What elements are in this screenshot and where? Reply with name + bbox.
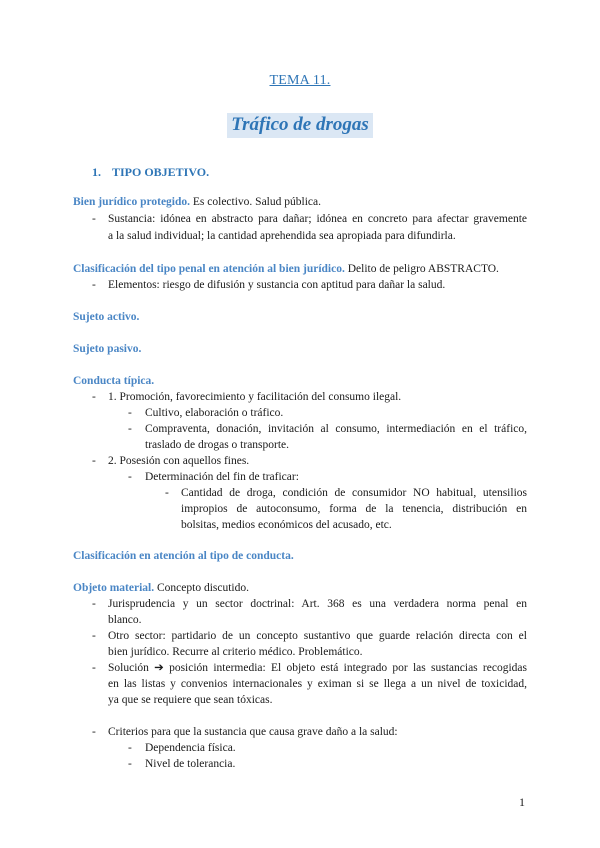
bullet-dash: - [128, 758, 132, 770]
bullet-dash: - [128, 407, 132, 419]
conducta-item1-b-line1: Compraventa, donación, invitación al consumo, intermediación en el tráfico, [145, 423, 527, 435]
bullet-dash: - [128, 423, 132, 435]
section-label: TIPO OBJETIVO. [112, 165, 210, 179]
objeto-b2-line2: bien jurídico. Recurre al criterio médico. Problemático. [108, 646, 363, 658]
clasificacion-conducta-heading: Clasificación en atención al tipo de conducta. [73, 550, 294, 562]
bullet-dash: - [92, 662, 96, 674]
objeto-b1-line2: blanco. [108, 614, 142, 626]
objeto-b4: Criterios para que la sustancia que causa grave daño a la salud: [108, 726, 398, 738]
document-title: TEMA 11. [269, 73, 331, 88]
bien-bullet-line1: Sustancia: idónea en abstracto para dañar; idónea en concreto para afectar gravemente [108, 213, 527, 225]
document-subtitle: Tráfico de drogas [227, 113, 373, 138]
objeto-text: Concepto discutido. [154, 582, 249, 594]
bullet-dash: - [92, 279, 96, 291]
objeto-b1-line1: Jurisprudencia y un sector doctrinal: Art. 368 es una verdadera norma penal en [108, 598, 527, 610]
bullet-dash: - [128, 742, 132, 754]
bullet-dash: - [92, 455, 96, 467]
conducta-item1-a: Cultivo, elaboración o tráfico. [145, 407, 284, 419]
clasificacion-line [73, 261, 499, 277]
clasificacion-bullet: Elementos: riesgo de difusión y sustancia con aptitud para dañar la salud. [108, 279, 446, 291]
sujeto-pasivo-heading: Sujeto pasivo. [73, 343, 142, 355]
bullet-dash: - [92, 213, 96, 225]
objeto-b3-line3: ya que se requiere que sean tóxicas. [108, 694, 273, 706]
conducta-heading: Conducta típica. [73, 375, 155, 387]
bullet-dash: - [92, 726, 96, 738]
conducta-item2-a: Determinación del fin de traficar: [145, 471, 299, 483]
bien-juridico-text: Es colectivo. Salud pública. [190, 196, 321, 208]
conducta-item2-a-i-line1: Cantidad de droga, condición de consumidor NO habitual, utensilios [181, 487, 527, 499]
section-heading [92, 165, 209, 180]
bien-juridico-line [73, 194, 321, 210]
objeto-b3-line1: Solución ➔ posición intermedia: El objeto está integrado por las sustancias recogidas [108, 662, 527, 674]
conducta-item2-a-i-line3: bolsitas, medios económicos del acusado, etc. [181, 519, 392, 531]
bullet-dash: - [128, 471, 132, 483]
bien-juridico-heading: Bien jurídico protegido. [73, 196, 191, 208]
clasificacion-heading: Clasificación del tipo penal en atención al bien jurídico. [73, 263, 345, 275]
subtitle-wrapper [0, 113, 600, 138]
objeto-b3-line2: en las listas y convenios internacionales y eximan si se llega a un nivel de toxicidad, [108, 678, 527, 690]
objeto-heading: Objeto material. [73, 582, 155, 594]
sujeto-activo-heading: Sujeto activo. [73, 311, 140, 323]
conducta-item2: 2. Posesión con aquellos fines. [108, 455, 250, 467]
objeto-b4-a: Dependencia física. [145, 742, 236, 754]
objeto-b2-line1: Otro sector: partidario de un concepto sustantivo que guarde relación directa con el [108, 630, 527, 642]
bullet-dash: - [92, 598, 96, 610]
objeto-b4-b: Nivel de tolerancia. [145, 758, 236, 770]
page-number: 1 [519, 795, 525, 809]
bullet-dash: - [165, 487, 169, 499]
clasificacion-text: Delito de peligro ABSTRACTO. [344, 263, 499, 275]
objeto-line [73, 580, 249, 596]
bullet-dash: - [92, 630, 96, 642]
bullet-dash: - [92, 391, 96, 403]
section-number: 1. [92, 165, 101, 179]
bien-bullet-line2: a la salud individual; la cantidad aprehendida sea apropiada para difundirla. [108, 230, 456, 242]
conducta-item1: 1. Promoción, favorecimiento y facilitación del consumo ilegal. [108, 391, 402, 403]
conducta-item1-b-line2: traslado de drogas o transporte. [145, 439, 290, 451]
conducta-item2-a-i-line2: impropios de autoconsumo, forma de la tenencia, distribución en [181, 503, 527, 515]
